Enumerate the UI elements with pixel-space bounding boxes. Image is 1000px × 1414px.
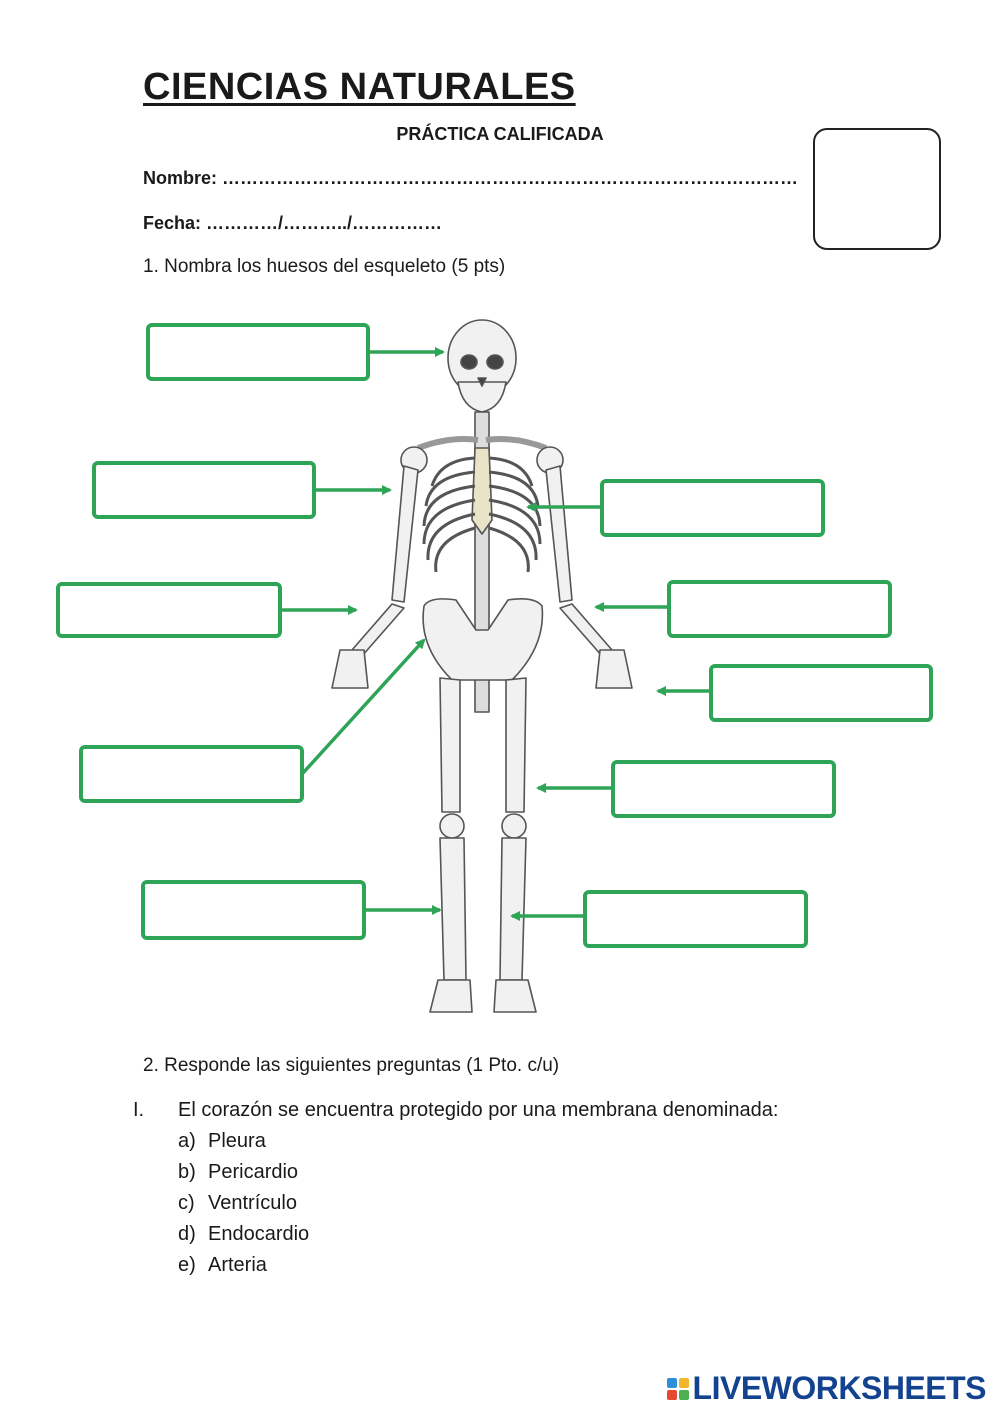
option-letter: b) xyxy=(178,1161,196,1183)
answer-box-skull[interactable] xyxy=(146,323,370,381)
question-2-text: 2. Responde las siguientes preguntas (1 Pto. c/u) xyxy=(143,1055,560,1076)
option-letter: e) xyxy=(178,1254,196,1276)
tibia-right xyxy=(500,838,526,980)
option-letter: a) xyxy=(178,1130,196,1152)
date-label: Fecha: xyxy=(143,213,202,233)
option-letter: d) xyxy=(178,1223,196,1245)
option-letter: c) xyxy=(178,1192,195,1214)
worksheet-subtitle: PRÁCTICA CALIFICADA xyxy=(396,124,604,144)
option-e[interactable] xyxy=(178,1254,267,1277)
answer-box-forearm[interactable] xyxy=(667,580,892,638)
option-text: Arteria xyxy=(208,1254,267,1276)
date-field xyxy=(143,213,442,234)
option-a[interactable] xyxy=(178,1130,266,1153)
answer-box-tibia[interactable] xyxy=(583,890,808,948)
option-d[interactable] xyxy=(178,1223,309,1246)
date-line[interactable]: …………/………../…………… xyxy=(206,213,443,233)
question-2-item-number: I. xyxy=(133,1099,145,1121)
answer-box-clavicle[interactable] xyxy=(92,461,316,519)
patella-right xyxy=(502,814,526,838)
humerus-left xyxy=(392,466,418,602)
option-b[interactable] xyxy=(178,1161,298,1184)
humerus-right xyxy=(546,466,572,602)
option-text: Endocardio xyxy=(208,1223,310,1245)
grade-box xyxy=(813,128,941,250)
femur-right xyxy=(506,678,526,812)
hand-left xyxy=(332,650,368,688)
question-2-item-text: El corazón se encuentra protegido por una membrana denominada: xyxy=(178,1099,779,1121)
brand-text: LIVEWORKSHEETS xyxy=(692,1370,986,1406)
name-line[interactable]: …………………………………………………………………………………… xyxy=(222,168,799,188)
femur-left xyxy=(440,678,460,812)
foot-right xyxy=(494,980,536,1012)
answer-box-humerus[interactable] xyxy=(56,582,282,638)
liveworksheets-brand xyxy=(667,1370,986,1407)
name-field xyxy=(143,168,798,189)
option-text: Pleura xyxy=(208,1130,266,1152)
question-1-text: 1. Nombra los huesos del esqueleto (5 pts) xyxy=(143,256,506,277)
option-c[interactable] xyxy=(178,1192,297,1215)
answer-box-ribs[interactable] xyxy=(600,479,825,537)
answer-box-pelvis[interactable] xyxy=(79,745,304,803)
patella-left xyxy=(440,814,464,838)
worksheet-title: CIENCIAS NATURALES xyxy=(143,66,576,108)
sternum xyxy=(472,448,492,534)
name-label: Nombre: xyxy=(143,168,218,188)
forearm-right xyxy=(560,604,612,656)
liveworksheets-logo-icon xyxy=(667,1378,689,1400)
option-text: Ventrículo xyxy=(208,1192,297,1214)
answer-box-hand[interactable] xyxy=(709,664,933,722)
option-text: Pericardio xyxy=(208,1161,299,1183)
foot-left xyxy=(430,980,472,1012)
forearm-left xyxy=(352,604,404,656)
answer-box-patella[interactable] xyxy=(141,880,366,940)
hand-right xyxy=(596,650,632,688)
answer-box-femur[interactable] xyxy=(611,760,836,818)
tibia-left xyxy=(440,838,466,980)
